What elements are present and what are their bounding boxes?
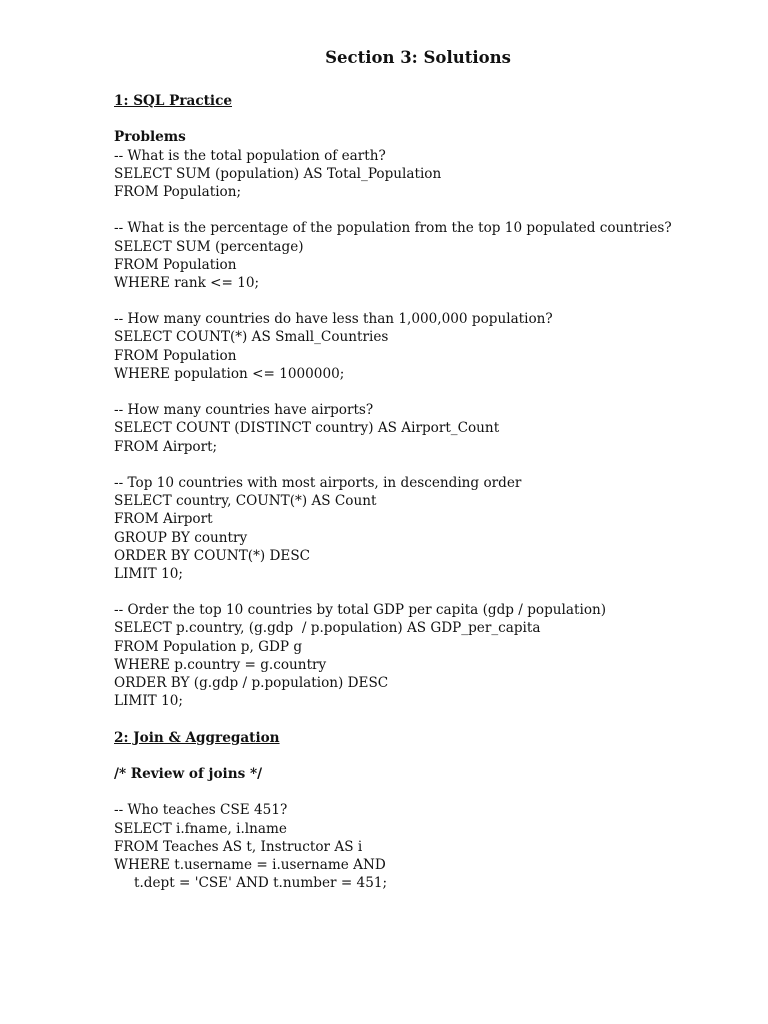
sql-line: ORDER BY (g.gdp / p.population) DESC [114,675,389,691]
sql-line: LIMIT 10; [114,565,183,582]
sql-line: SELECT COUNT(*) AS Small_Countries [114,329,389,346]
sql-line-indented: t.dept = 'CSE' AND t.number = 451; [134,875,388,892]
sql-line: SELECT i.fname, i.lname [114,820,287,837]
spacer [114,710,734,728]
review-of-joins-label: /* Review of joins */ [114,765,263,782]
spacer [114,583,734,601]
sql-line: SELECT SUM (population) AS Total_Population [114,165,442,182]
sql-line: FROM Population p, GDP g [114,638,303,655]
sql-line: FROM Population [114,256,237,273]
sql-line: SELECT p.country, (g.gdp / p.population) AS GDP_per_capita [114,620,541,637]
sql-line: WHERE p.country = g.country [114,656,327,673]
problems-label: Problems [114,129,186,146]
sql-line: FROM Teaches AS t, Instructor AS i [114,838,363,855]
sql-line: SELECT SUM (percentage) [114,238,304,255]
sql-line: WHERE t.username = i.username AND [114,856,386,873]
spacer [114,456,734,474]
sql-line: GROUP BY country [114,529,248,546]
section-heading-join-aggregation: 2: Join & Aggregation [114,729,280,746]
sql-comment: -- Order the top 10 countries by total GDP per capita (gdp / population) [114,602,607,619]
section-heading-sql-practice: 1: SQL Practice [114,93,232,109]
sql-comment: -- Top 10 countries with most airports, in descending order [114,474,522,491]
spacer [114,110,734,128]
sql-line: WHERE rank <= 10; [114,274,260,291]
sql-line: FROM Airport [114,511,213,528]
sql-comment: -- What is the total population of earth? [114,147,386,164]
sql-line: FROM Population [114,347,237,364]
sql-comment: -- What is the percentage of the population from the top 10 populated countries? [114,220,672,237]
document-body [114,92,734,892]
sql-line: LIMIT 10; [114,693,183,710]
sql-line: FROM Population; [114,183,242,200]
spacer [114,747,734,765]
sql-comment: -- How many countries do have less than 1,000,000 population? [114,311,553,328]
sql-line: WHERE population <= 1000000; [114,365,345,382]
page-title: Section 3: Solutions [325,48,511,67]
spacer [114,783,734,801]
sql-line: SELECT COUNT (DISTINCT country) AS Airport_Count [114,420,500,437]
spacer [114,292,734,310]
sql-line: FROM Airport; [114,438,218,455]
spacer [114,383,734,401]
spacer [114,201,734,219]
sql-line: SELECT country, COUNT(*) AS Count [114,493,377,510]
sql-comment: -- How many countries have airports? [114,402,374,419]
sql-comment: -- Who teaches CSE 451? [114,802,288,819]
sql-line: ORDER BY COUNT(*) DESC [114,547,311,564]
